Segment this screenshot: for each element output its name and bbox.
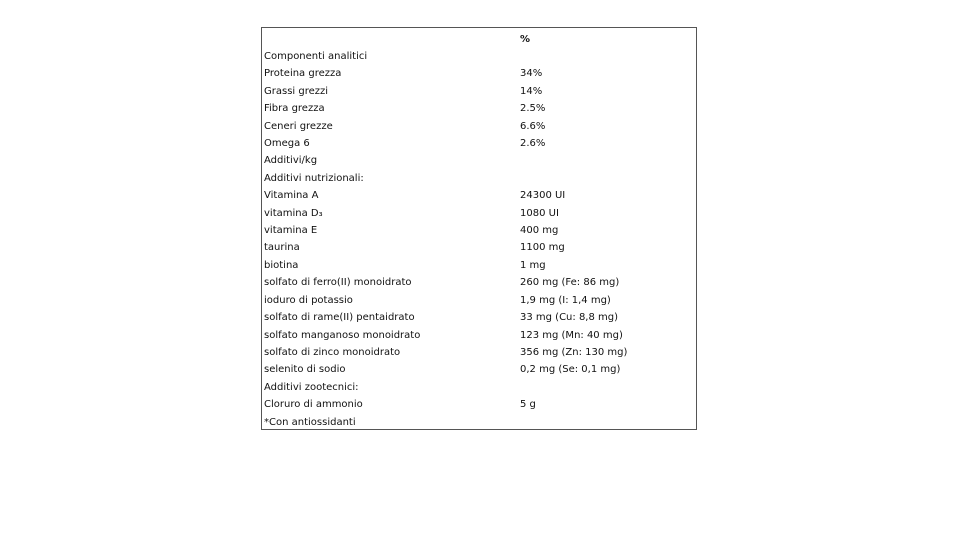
table-row [262, 118, 696, 135]
row-value: 34% [520, 68, 543, 80]
row-value: 2.6% [520, 138, 546, 150]
row-label: Fibra grezza [264, 103, 325, 115]
row-label: ioduro di potassio [264, 294, 353, 306]
row-label: Proteina grezza [264, 68, 342, 80]
table-row [262, 239, 696, 256]
table-row [262, 222, 696, 239]
percent-column-header: % [520, 34, 531, 45]
row-value: 2.5% [520, 103, 546, 115]
row-label: vitamina D₃ [264, 207, 323, 219]
table-row [262, 344, 696, 361]
row-label: Additivi nutrizionali: [264, 172, 364, 184]
row-label: Additivi zootecnici: [264, 381, 359, 393]
row-value: 5 g [520, 399, 536, 411]
composition-table [261, 27, 697, 430]
table-body [262, 48, 696, 431]
table-row [262, 414, 696, 431]
table-row [262, 274, 696, 291]
table-row [262, 396, 696, 413]
row-label: solfato di zinco monoidrato [264, 346, 401, 358]
row-value: 14% [520, 85, 543, 97]
table-row [262, 292, 696, 309]
row-value: 260 mg (Fe: 86 mg) [520, 277, 620, 289]
table-row [262, 361, 696, 378]
table-header-row [262, 32, 696, 48]
row-label: vitamina E [264, 225, 318, 237]
row-value: 0,2 mg (Se: 0,1 mg) [520, 364, 621, 376]
row-label: Vitamina A [264, 190, 319, 202]
table-row [262, 65, 696, 82]
row-label: Componenti analitici [264, 51, 368, 62]
row-label: *Con antiossidanti [264, 416, 356, 428]
row-value: 356 mg (Zn: 130 mg) [520, 346, 628, 358]
table-row [262, 152, 696, 169]
table-row [262, 257, 696, 274]
row-label: solfato di rame(II) pentaidrato [264, 312, 415, 324]
table-row [262, 187, 696, 204]
table-row [262, 170, 696, 187]
row-value: 24300 UI [520, 190, 566, 202]
row-label: Ceneri grezze [264, 120, 333, 132]
row-value: 400 mg [520, 225, 559, 237]
row-label: solfato di ferro(II) monoidrato [264, 277, 412, 289]
table-row [262, 327, 696, 344]
row-label: Additivi/kg [264, 155, 318, 167]
row-value: 1100 mg [520, 242, 565, 254]
row-value: 123 mg (Mn: 40 mg) [520, 329, 623, 341]
table-row [262, 379, 696, 396]
row-value: 6.6% [520, 120, 546, 132]
row-label: Cloruro di ammonio [264, 399, 363, 411]
row-label: selenito di sodio [264, 364, 346, 376]
table-row [262, 100, 696, 117]
table-row [262, 309, 696, 326]
row-value: 33 mg (Cu: 8,8 mg) [520, 312, 619, 324]
table-row [262, 83, 696, 100]
row-value: 1080 UI [520, 207, 559, 219]
table-row [262, 48, 696, 65]
row-label: biotina [264, 259, 299, 271]
table-row [262, 205, 696, 222]
table-row [262, 135, 696, 152]
row-label: Omega 6 [264, 138, 310, 150]
row-label: taurina [264, 242, 300, 254]
row-label: Grassi grezzi [264, 85, 329, 97]
row-label: solfato manganoso monoidrato [264, 329, 421, 341]
row-value: 1,9 mg (I: 1,4 mg) [520, 294, 611, 306]
row-value: 1 mg [520, 259, 546, 271]
